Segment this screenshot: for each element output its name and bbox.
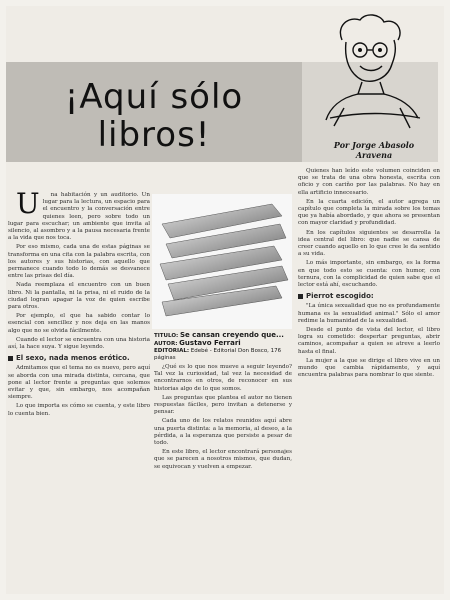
byline: Por Jorge Abasolo Aravena [333,140,415,160]
book-stack-photo [152,194,292,329]
body-paragraph: Cada uno de los relatos reunidos aquí abre una puerta distinta: a la memoria, al deseo, a la pérdida, a la esperanza que persiste a pesar de todo. [154,418,292,447]
column-right [298,168,440,381]
section-heading: Pierrot escogido: [298,293,440,300]
body-paragraph: Lo más importante, sin embargo, es la forma en que todo esto se cuenta: con humor, con ternura, con la complicidad de quien sabe que el lector está ahí, escuchando. [298,260,440,289]
body-paragraph: Las preguntas que plantea el autor no tienen respuestas fáciles, pero invitan a detenerse y pensar. [154,394,292,416]
body-paragraph: Quienes han leído este volumen coinciden en que se trata de una obra honesta, escrita con oficio y con cariño por las palabras. No hay en ella artificio innecesario. [298,168,440,196]
body-paragraph: En los capítulos siguientes se desarrolla la idea central del libro: que nadie se cansa de creer cuando aquello en lo que cree le da sentido a su vida. [298,229,440,258]
body-paragraph: La mujer a la que se dirige el libro vive en un mundo que cambia rápidamente, y aquí encuentra palabras para nombrar lo que siente. [298,357,440,379]
column-middle [154,364,292,473]
book-info-box: TITULO: Se cansan creyendo que... AUTOR: Gustavo Ferrari EDITORIAL: Edebé - Editorial Don Bosco, 176 páginas [154,331,284,361]
body-paragraph: ¿Qué es lo que nos mueve a seguir leyendo? Tal vez la curiosidad, tal vez la necesidad de encontrarnos en otros, de reconocer en sus historias algo de lo que somos. [154,364,292,392]
body-paragraph: En la cuarta edición, el autor agrega un capítulo que completa la mirada sobre los temas que ya había abordado, y que ahora se presentan con mayor claridad y profundidad. [298,198,440,227]
body-paragraph: Cuando el lector se encuentra con una historia así, la hace suya. Y sigue leyendo. [8,336,150,351]
body-paragraph: En este libro, el lector encontrará personajes que se parecen a nosotros mismos, que dudan, se equivocan y vuelven a empezar. [154,449,292,470]
body-paragraph: Admitamos que el tema no es nuevo, pero aquí se aborda con una mirada distinta, cercana, que pone al lector frente a preguntas que solemos evitar y que, sin embargo, nos acompañan siempre. [8,365,150,401]
column-left [8,187,150,420]
body-paragraph: Lo que importa es cómo se cuenta, y este libro lo cuenta bien. [8,403,150,417]
body-paragraph: "La única sexualidad que no es profundamente humana es la sexualidad animal." Sólo el amor redime la humanidad de la sexualidad. [298,303,440,324]
body-paragraph: Por eso mismo, cada una de estas páginas se transforma en una cita con la palabra escrita, con los autores y sus historias, con aquello que permanece cuando todo lo demás se desvanece entre las prisas del día. [8,244,150,280]
body-paragraph: Por ejemplo, el que ha sabido contar lo esencial con sencillez y nos deja en las manos algo que no se olvida fácilmente. [8,313,150,334]
body-paragraph: Desde el punto de vista del lector, el libro logra su cometido: despertar preguntas, abrir caminos, acompañar a quien se atreve a leerlo hasta el final. [298,327,440,355]
page-title: ¡Aquí sólo libros! [64,77,244,155]
square-bullet-icon [8,356,13,361]
body-paragraph: Nada reemplaza el encuentro con un buen libro. Ni la pantalla, ni la prisa, ni el ruido de la ciudad logran apagar la voz de quien escribe para otros. [8,282,150,311]
square-bullet-icon [298,294,303,299]
body-paragraph: U na habitación y un auditorio. Un lugar para la lectura, un espacio para el encuentro y la conversación entre quienes leen, pero sobre todo un lugar para escuchar; un ambiente que invita al silencio, al asombro y a la pausa necesaria frente a la vida que nos toca. [8,187,150,242]
author-caricature [300,8,440,138]
section-heading: El sexo, nada menos erótico. [8,355,150,362]
